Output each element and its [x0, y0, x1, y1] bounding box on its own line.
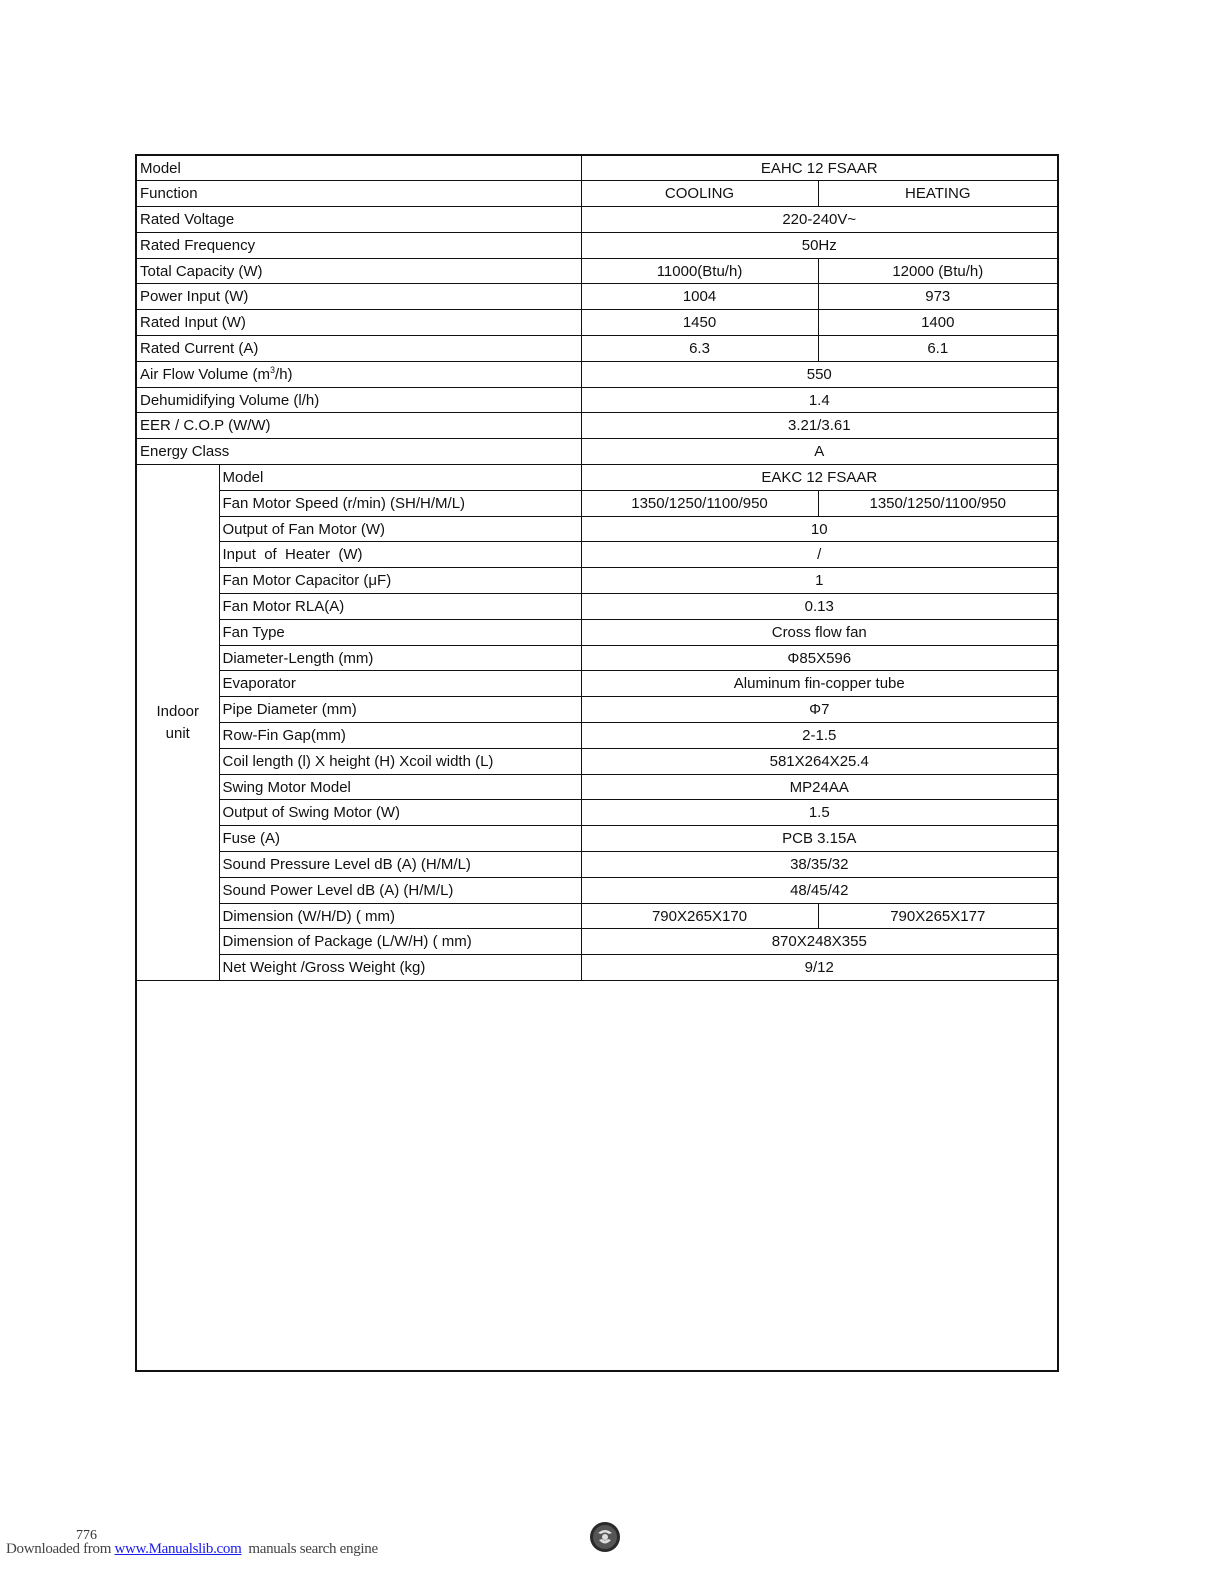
spec-value: 9/12 [581, 955, 1058, 981]
manualslib-link[interactable]: www.Manualslib.com [114, 1541, 242, 1557]
spec-row [136, 645, 1058, 671]
spec-row [136, 310, 1058, 336]
footer [6, 1541, 378, 1558]
spec-label [136, 361, 581, 387]
manualslib-logo-icon [589, 1521, 621, 1553]
spec-value: 48/45/42 [581, 877, 1058, 903]
spec-heating-value: HEATING [818, 181, 1058, 207]
spec-label: Fan Type [219, 619, 581, 645]
spec-heating-value: 1350/1250/1100/950 [818, 490, 1058, 516]
spec-label: Model [136, 155, 581, 181]
spec-row [136, 542, 1058, 568]
spec-value: 1 [581, 568, 1058, 594]
spec-label: Dimension of Package (L/W/H) ( mm) [219, 929, 581, 955]
spec-row [136, 877, 1058, 903]
spec-heating-value: 12000 (Btu/h) [818, 258, 1058, 284]
spec-label: Swing Motor Model [219, 774, 581, 800]
spec-label: Rated Frequency [136, 232, 581, 258]
spec-value: 2-1.5 [581, 723, 1058, 749]
spec-heating-value: 6.1 [818, 336, 1058, 362]
spec-row [136, 439, 1058, 465]
spec-cooling-value: 1350/1250/1100/950 [581, 490, 818, 516]
spec-value: 220-240V~ [581, 207, 1058, 233]
spec-heating-value: 790X265X177 [818, 903, 1058, 929]
spec-row [136, 903, 1058, 929]
spec-label: Rated Current (A) [136, 336, 581, 362]
spec-row [136, 361, 1058, 387]
spec-row [136, 465, 1058, 491]
blank-area [136, 981, 1058, 1371]
spec-row [136, 774, 1058, 800]
spec-label: Evaporator [219, 671, 581, 697]
spec-value: EAHC 12 FSAAR [581, 155, 1058, 181]
spec-label: Total Capacity (W) [136, 258, 581, 284]
spec-label: Rated Input (W) [136, 310, 581, 336]
spec-value: Cross flow fan [581, 619, 1058, 645]
spec-value: 870X248X355 [581, 929, 1058, 955]
spec-label: Pipe Diameter (mm) [219, 697, 581, 723]
spec-row [136, 852, 1058, 878]
spec-label: Dehumidifying Volume (l/h) [136, 387, 581, 413]
spec-label: Output of Fan Motor (W) [219, 516, 581, 542]
spec-cooling-value: 1004 [581, 284, 818, 310]
spec-label: Fan Motor Speed (r/min) (SH/H/M/L) [219, 490, 581, 516]
spec-row [136, 594, 1058, 620]
spec-heating-value: 1400 [818, 310, 1058, 336]
spec-label: Power Input (W) [136, 284, 581, 310]
page-number: 776 [76, 1528, 97, 1543]
spec-cooling-value: 11000(Btu/h) [581, 258, 818, 284]
superscript: 3 [270, 365, 276, 376]
spec-cooling-value: 6.3 [581, 336, 818, 362]
spec-value: Φ85X596 [581, 645, 1058, 671]
spec-row [136, 387, 1058, 413]
spec-label: Diameter-Length (mm) [219, 645, 581, 671]
spec-row [136, 697, 1058, 723]
spec-row [136, 155, 1058, 181]
spec-value: 0.13 [581, 594, 1058, 620]
spec-label: Rated Voltage [136, 207, 581, 233]
spec-label: Row-Fin Gap(mm) [219, 723, 581, 749]
spec-label: Dimension (W/H/D) ( mm) [219, 903, 581, 929]
spec-label: Fuse (A) [219, 826, 581, 852]
spec-value: / [581, 542, 1058, 568]
spec-label: Sound Pressure Level dB (A) (H/M/L) [219, 852, 581, 878]
spec-row [136, 181, 1058, 207]
spec-cooling-value: COOLING [581, 181, 818, 207]
spec-label-text: Air Flow Volume (m [140, 366, 271, 384]
spec-label: Coil length (l) X height (H) Xcoil width (L) [219, 748, 581, 774]
spec-row [136, 284, 1058, 310]
spec-value: 581X264X25.4 [581, 748, 1058, 774]
spec-row [136, 490, 1058, 516]
spec-value: MP24AA [581, 774, 1058, 800]
spec-row [136, 207, 1058, 233]
spec-value: EAKC 12 FSAAR [581, 465, 1058, 491]
spec-label: Input of Heater (W) [219, 542, 581, 568]
spec-row [136, 516, 1058, 542]
spec-label: Model [219, 465, 581, 491]
spec-label: Function [136, 181, 581, 207]
spec-value: Φ7 [581, 697, 1058, 723]
indoor-unit-group-label: Indoor unit [136, 465, 219, 981]
footer-prefix: Downloaded from [6, 1541, 115, 1557]
spec-row [136, 955, 1058, 981]
spec-row [136, 336, 1058, 362]
spec-value: Aluminum fin-copper tube [581, 671, 1058, 697]
spec-cooling-value: 1450 [581, 310, 818, 336]
spec-table [135, 154, 1059, 1372]
spec-row [136, 723, 1058, 749]
spec-label-text: /h) [275, 366, 293, 384]
spec-value: 3.21/3.61 [581, 413, 1058, 439]
footer-suffix: manuals search engine [241, 1541, 378, 1557]
spec-value: PCB 3.15A [581, 826, 1058, 852]
spec-row [136, 619, 1058, 645]
spec-label: Fan Motor Capacitor (μF) [219, 568, 581, 594]
spec-value: 10 [581, 516, 1058, 542]
spec-row [136, 671, 1058, 697]
spec-label: Net Weight /Gross Weight (kg) [219, 955, 581, 981]
spec-value: 38/35/32 [581, 852, 1058, 878]
spec-value: 550 [581, 361, 1058, 387]
spec-label: Energy Class [136, 439, 581, 465]
spec-value: 1.4 [581, 387, 1058, 413]
spec-row [136, 258, 1058, 284]
spec-row [136, 568, 1058, 594]
blank-area-row [136, 981, 1058, 1371]
spec-row [136, 748, 1058, 774]
spec-cooling-value: 790X265X170 [581, 903, 818, 929]
spec-row [136, 929, 1058, 955]
spec-value: 1.5 [581, 800, 1058, 826]
spec-label: Sound Power Level dB (A) (H/M/L) [219, 877, 581, 903]
spec-row [136, 800, 1058, 826]
spec-label: Output of Swing Motor (W) [219, 800, 581, 826]
spec-heating-value: 973 [818, 284, 1058, 310]
spec-row [136, 413, 1058, 439]
spec-row [136, 826, 1058, 852]
spec-row [136, 232, 1058, 258]
spec-label: EER / C.O.P (W/W) [136, 413, 581, 439]
spec-value: 50Hz [581, 232, 1058, 258]
spec-label: Fan Motor RLA(A) [219, 594, 581, 620]
spec-value: A [581, 439, 1058, 465]
